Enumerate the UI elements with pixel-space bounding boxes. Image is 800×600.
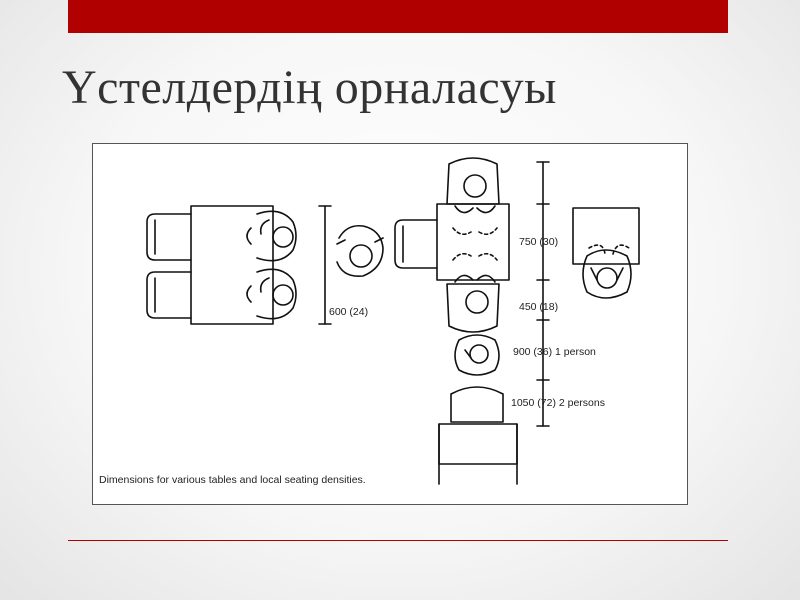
center-person-queue — [455, 335, 499, 375]
right-table — [573, 208, 639, 264]
dim-label-600: 600 (24) — [329, 306, 369, 318]
left-chair-upper — [147, 214, 191, 260]
counter-table — [439, 424, 517, 464]
free-chair — [337, 226, 383, 276]
center-left-chair — [395, 220, 437, 268]
dim-label-1050: 1050 (72) 2 persons — [511, 397, 605, 409]
left-table-group — [147, 206, 331, 324]
counter-stool — [451, 387, 503, 422]
center-person-top — [447, 158, 499, 213]
center-person-bottom — [447, 275, 499, 332]
seating-drawing — [93, 144, 689, 506]
bottom-accent-rule — [68, 540, 728, 541]
seating-diagram — [92, 143, 688, 505]
right-table-group — [573, 208, 639, 298]
left-person-upper — [247, 211, 296, 260]
center-table — [437, 204, 509, 280]
top-accent-bar — [68, 0, 728, 33]
dim-label-900: 900 (36) 1 person — [513, 346, 596, 358]
left-person-lower — [247, 269, 296, 318]
figure-caption: Dimensions for various tables and local seating densities. — [99, 474, 366, 486]
center-column-group — [439, 335, 517, 484]
left-table — [191, 206, 273, 324]
dim-label-450: 450 (18) — [519, 301, 559, 313]
slide-title: Үстелдердің орналасуы — [62, 61, 557, 114]
left-chair-lower — [147, 272, 191, 318]
center-dimension-line — [537, 162, 549, 426]
dim-label-750: 750 (30) — [519, 236, 559, 248]
right-person — [583, 250, 631, 298]
center-table-group — [395, 158, 509, 332]
